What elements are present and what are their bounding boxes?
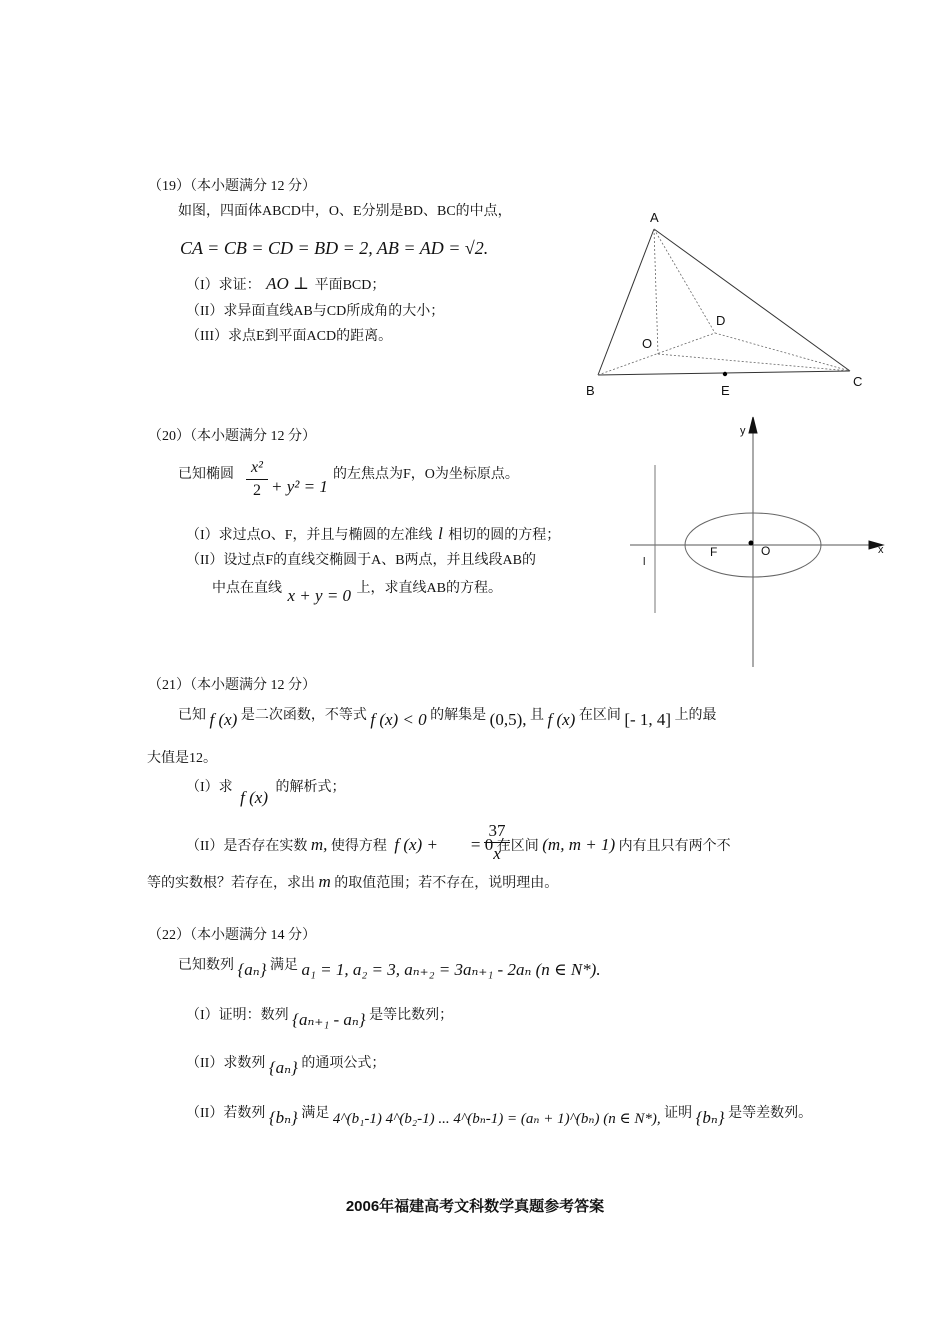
q21-header: （21）（本小题满分 12 分） <box>148 678 316 693</box>
q20-frac-num: x² <box>251 459 263 476</box>
fig20-label-l: l <box>643 556 646 568</box>
q21-part2-line2 <box>147 873 558 893</box>
q21-fraction <box>484 821 510 864</box>
fig20-label-y: y <box>740 425 746 437</box>
q22-part3-suffix: 是等差数列。 <box>728 1106 813 1121</box>
q21-l1-d: 且 <box>529 708 544 723</box>
q20-part2-line1: （II）设过点F的直线交椭圆于A、B两点，并且线段AB的 <box>186 553 537 568</box>
q21-l1-fx: f (x) <box>209 710 238 729</box>
q22-seq-a: {aₙ} <box>237 960 267 979</box>
q20-eq-rest: + y² = 1 <box>271 477 328 496</box>
q22-part3-seq: {bₙ} <box>268 1108 298 1127</box>
q20-part1 <box>186 525 560 545</box>
q21-part2-l2-a: 等的实数根？若存在，求出 <box>147 876 315 891</box>
q21-part2-b: 使得方程 <box>330 839 387 854</box>
q22-intro <box>178 955 601 979</box>
q21-part1-fx: f (x) <box>240 788 269 807</box>
q22-part2-suffix: 的通项公式； <box>301 1056 386 1071</box>
fig20-label-o: O <box>761 544 771 558</box>
q20-intro-prefix: 已知椭圆 <box>178 467 234 482</box>
q19-part1-math: AO ⊥ <box>266 274 310 293</box>
q19-part1-prefix: （I）求证： <box>186 278 261 293</box>
q21-part1-prefix: （I）求 <box>186 780 233 795</box>
q22-header: （22）（本小题满分 14 分） <box>148 928 316 943</box>
q21-part2-c: 在区间 <box>496 839 539 854</box>
q21-line2: 大值是12。 <box>147 751 217 766</box>
q21-part1-suffix: 的解析式； <box>275 780 346 795</box>
q21-part2-eq-right: = 0 <box>470 835 494 854</box>
q20-part1-math: l <box>438 524 443 543</box>
q21-part2-l2-m: m <box>318 872 331 891</box>
q20-fraction <box>246 458 268 501</box>
q22-intro-mid: 满足 <box>270 958 298 973</box>
q22-recurrence: a₁ = 1, a₂ = 3, aₙ₊₂ = 3aₙ₊₁ - 2aₙ (n ∈ N*). <box>301 960 601 979</box>
q22-part2-seq: {aₙ} <box>268 1058 298 1077</box>
fig19-label-d: D <box>716 313 726 328</box>
q22-part1-seq: {aₙ₊₁ - aₙ} <box>292 1010 366 1029</box>
q22-part3 <box>186 1103 813 1127</box>
fig20-label-x: x <box>878 544 884 556</box>
q20-part2-line2-suffix: 上，求直线AB的方程。 <box>356 581 502 596</box>
q21-part2-a: （II）是否存在实数 <box>186 839 308 854</box>
q21-part1 <box>186 777 346 807</box>
q22-part1-suffix: 是等比数列； <box>369 1008 454 1023</box>
q21-frac-num: 37 <box>488 821 506 840</box>
fig19-label-a: A <box>650 210 659 225</box>
fig19-label-o: O <box>642 336 653 351</box>
q20-part1-prefix: （I）求过点O、F，并且与椭圆的左准线 <box>186 528 433 543</box>
q21-l1-f: 上的最 <box>674 708 717 723</box>
q19-part3: （III）求点E到平面ACD的距离。 <box>186 329 393 344</box>
q20-intro-suffix: 的左焦点为F，O为坐标原点。 <box>333 467 519 482</box>
q21-l1-a: 已知 <box>178 708 206 723</box>
tetrahedron-figure <box>580 205 880 405</box>
q20-header: （20）（本小题满分 12 分） <box>148 429 316 444</box>
q21-part2-l2-b: 的取值范围；若不存在，说明理由。 <box>334 876 559 891</box>
q21-part2-d: 内有且只有两个不 <box>618 839 731 854</box>
q19-part1-suffix: 平面BCD； <box>314 278 386 293</box>
q22-part3-c: 证明 <box>664 1106 693 1121</box>
q21-part2 <box>186 836 731 856</box>
fig19-label-b: B <box>586 383 595 398</box>
q20-part1-suffix: 相切的圆的方程； <box>448 528 561 543</box>
q19-intro: 如图，四面体ABCD中，O、E分别是BD、BC的中点， <box>178 204 512 219</box>
q22-part3-mid: 满足 <box>301 1106 330 1121</box>
q19-part1 <box>186 275 385 295</box>
q21-part2-interval: (m, m + 1) <box>542 835 616 854</box>
q22-part1-prefix: （I）证明：数列 <box>186 1008 289 1023</box>
q21-l1-e: 在区间 <box>578 708 621 723</box>
q21-l1-interval: [- 1, 4] <box>624 710 672 729</box>
q21-part2-eq-left: f (x) + <box>394 835 438 854</box>
q20-frac-bar <box>246 479 268 480</box>
q21-l1-c: 的解集是 <box>430 708 487 723</box>
q22-part2 <box>186 1053 386 1077</box>
q19-header: （19）（本小题满分 12 分） <box>148 179 316 194</box>
q22-part3-seq2: {bₙ} <box>695 1108 725 1127</box>
fig19-label-c: C <box>853 374 863 389</box>
q19-equation: CA = CB = CD = BD = 2, AB = AD = √2. <box>180 238 489 258</box>
q21-frac-den: x <box>493 844 501 863</box>
q22-intro-prefix: 已知数列 <box>178 958 234 973</box>
q21-frac-bar <box>484 842 510 843</box>
q21-part2-m: m, <box>310 835 328 854</box>
fig20-label-f: F <box>710 545 718 559</box>
q21-l1-fx2: f (x) <box>547 710 576 729</box>
footer-title: 2006年福建高考文科数学真题参考答案 <box>345 1198 605 1215</box>
q21-l1-set: (0,5), <box>489 710 527 729</box>
q20-part2-line2-prefix: 中点在直线 <box>212 581 282 596</box>
fig19-label-e: E <box>721 383 730 398</box>
ellipse-figure <box>625 415 885 675</box>
q22-part3-eq: 4^(b₁-1) 4^(b₂-1) ... 4^(bₙ-1) = (aₙ + 1)^(bₙ) (n ∈ N*), <box>332 1111 661 1127</box>
q20-part2-math: x + y = 0 <box>287 586 352 605</box>
q22-part2-prefix: （II）求数列 <box>186 1056 266 1071</box>
q20-part2-line2 <box>212 578 502 605</box>
q22-part3-prefix: （II）若数列 <box>186 1106 266 1121</box>
q19-part2: （II）求异面直线AB与CD所成角的大小； <box>186 304 445 319</box>
q22-part1 <box>186 1005 454 1029</box>
q21-line1 <box>178 705 717 729</box>
q20-frac-den: 2 <box>253 482 261 499</box>
q21-l1-b: 是二次函数，不等式 <box>240 708 367 723</box>
q21-l1-ineq: f (x) < 0 <box>370 710 427 729</box>
